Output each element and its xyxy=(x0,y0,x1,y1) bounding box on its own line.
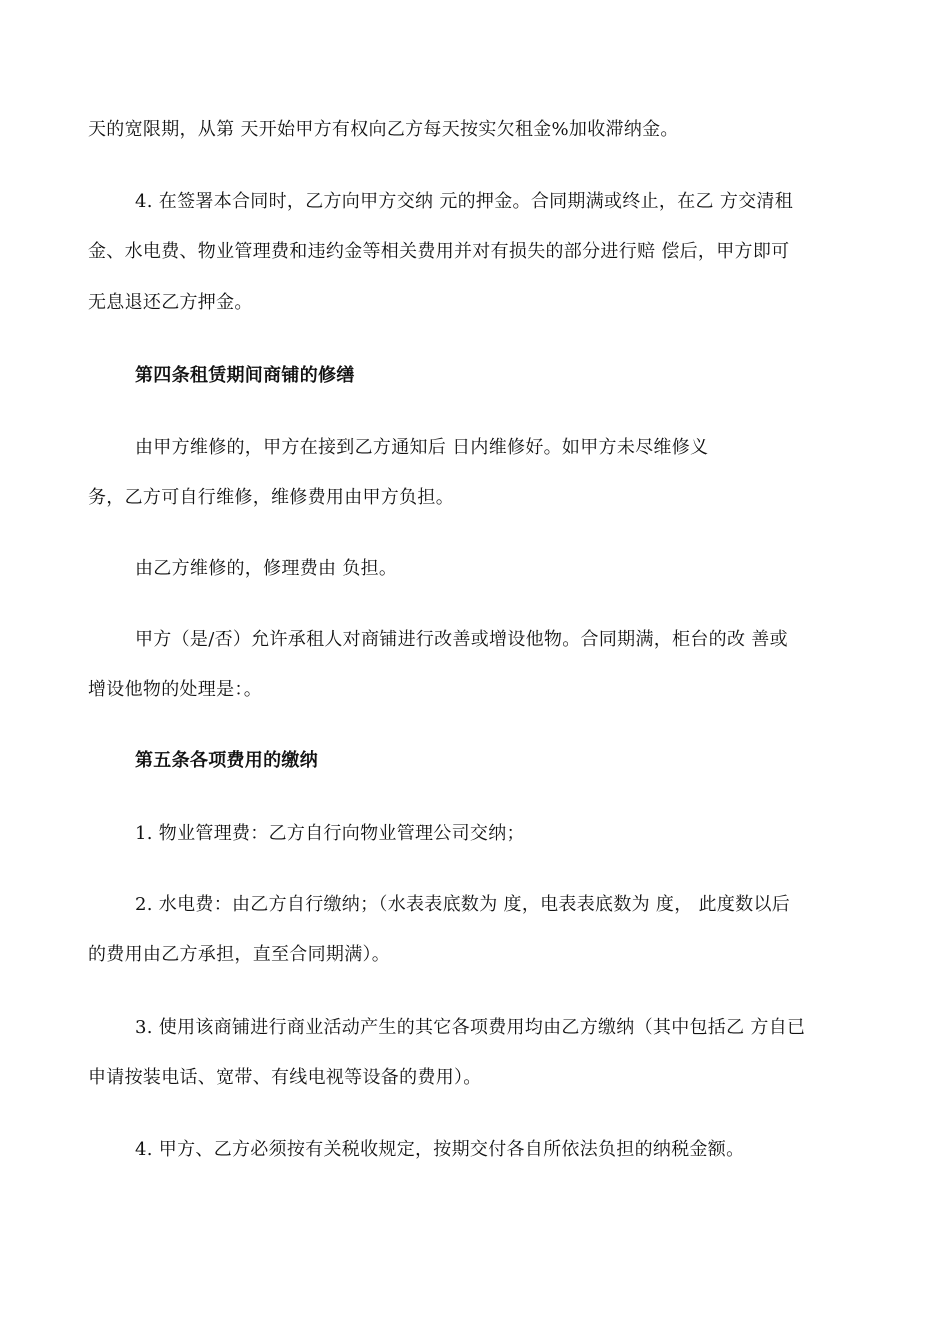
paragraph-line: 4. 甲方、乙方必须按有关税收规定，按期交付各自所依法负担的纳税金额。 xyxy=(135,1139,745,1160)
section-heading: 第四条租赁期间商铺的修缮 xyxy=(135,365,355,386)
paragraph-line: 金、水电费、物业管理费和违约金等相关费用并对有损失的部分进行赔 偿后，甲方即可 xyxy=(88,241,790,262)
paragraph-line: 天的宽限期，从第 天开始甲方有权向乙方每天按实欠租金%加收滞纳金。 xyxy=(88,119,679,140)
paragraph-line: 申请按装电话、宽带、有线电视等设备的费用）。 xyxy=(88,1067,482,1088)
section-heading: 第五条各项费用的缴纳 xyxy=(135,750,318,771)
paragraph-line: 1. 物业管理费：乙方自行向物业管理公司交纳； xyxy=(135,823,525,844)
paragraph-line: 甲方（是/否）允许承租人对商铺进行改善或增设他物。合同期满，柜台的改 善或 xyxy=(135,629,788,650)
paragraph-line: 无息退还乙方押金。 xyxy=(88,292,253,313)
paragraph-line: 由乙方维修的，修理费由 负担。 xyxy=(135,558,398,579)
paragraph-line: 2. 水电费：由乙方自行缴纳；（水表表底数为 度，电表表底数为 度， 此度数以后 xyxy=(135,894,791,915)
paragraph-line: 的费用由乙方承担，直至合同期满）。 xyxy=(88,944,391,965)
paragraph-line: 4. 在签署本合同时，乙方向甲方交纳 元的押金。合同期满或终止，在乙 方交清租 xyxy=(135,191,794,212)
paragraph-line: 3. 使用该商铺进行商业活动产生的其它各项费用均由乙方缴纳（其中包括乙 方自已 xyxy=(135,1017,806,1038)
paragraph-line: 由甲方维修的，甲方在接到乙方通知后 日内维修好。如甲方未尽维修义 xyxy=(135,437,709,458)
paragraph-line: 增设他物的处理是：。 xyxy=(88,679,262,700)
paragraph-line: 务，乙方可自行维修，维修费用由甲方负担。 xyxy=(88,487,454,508)
